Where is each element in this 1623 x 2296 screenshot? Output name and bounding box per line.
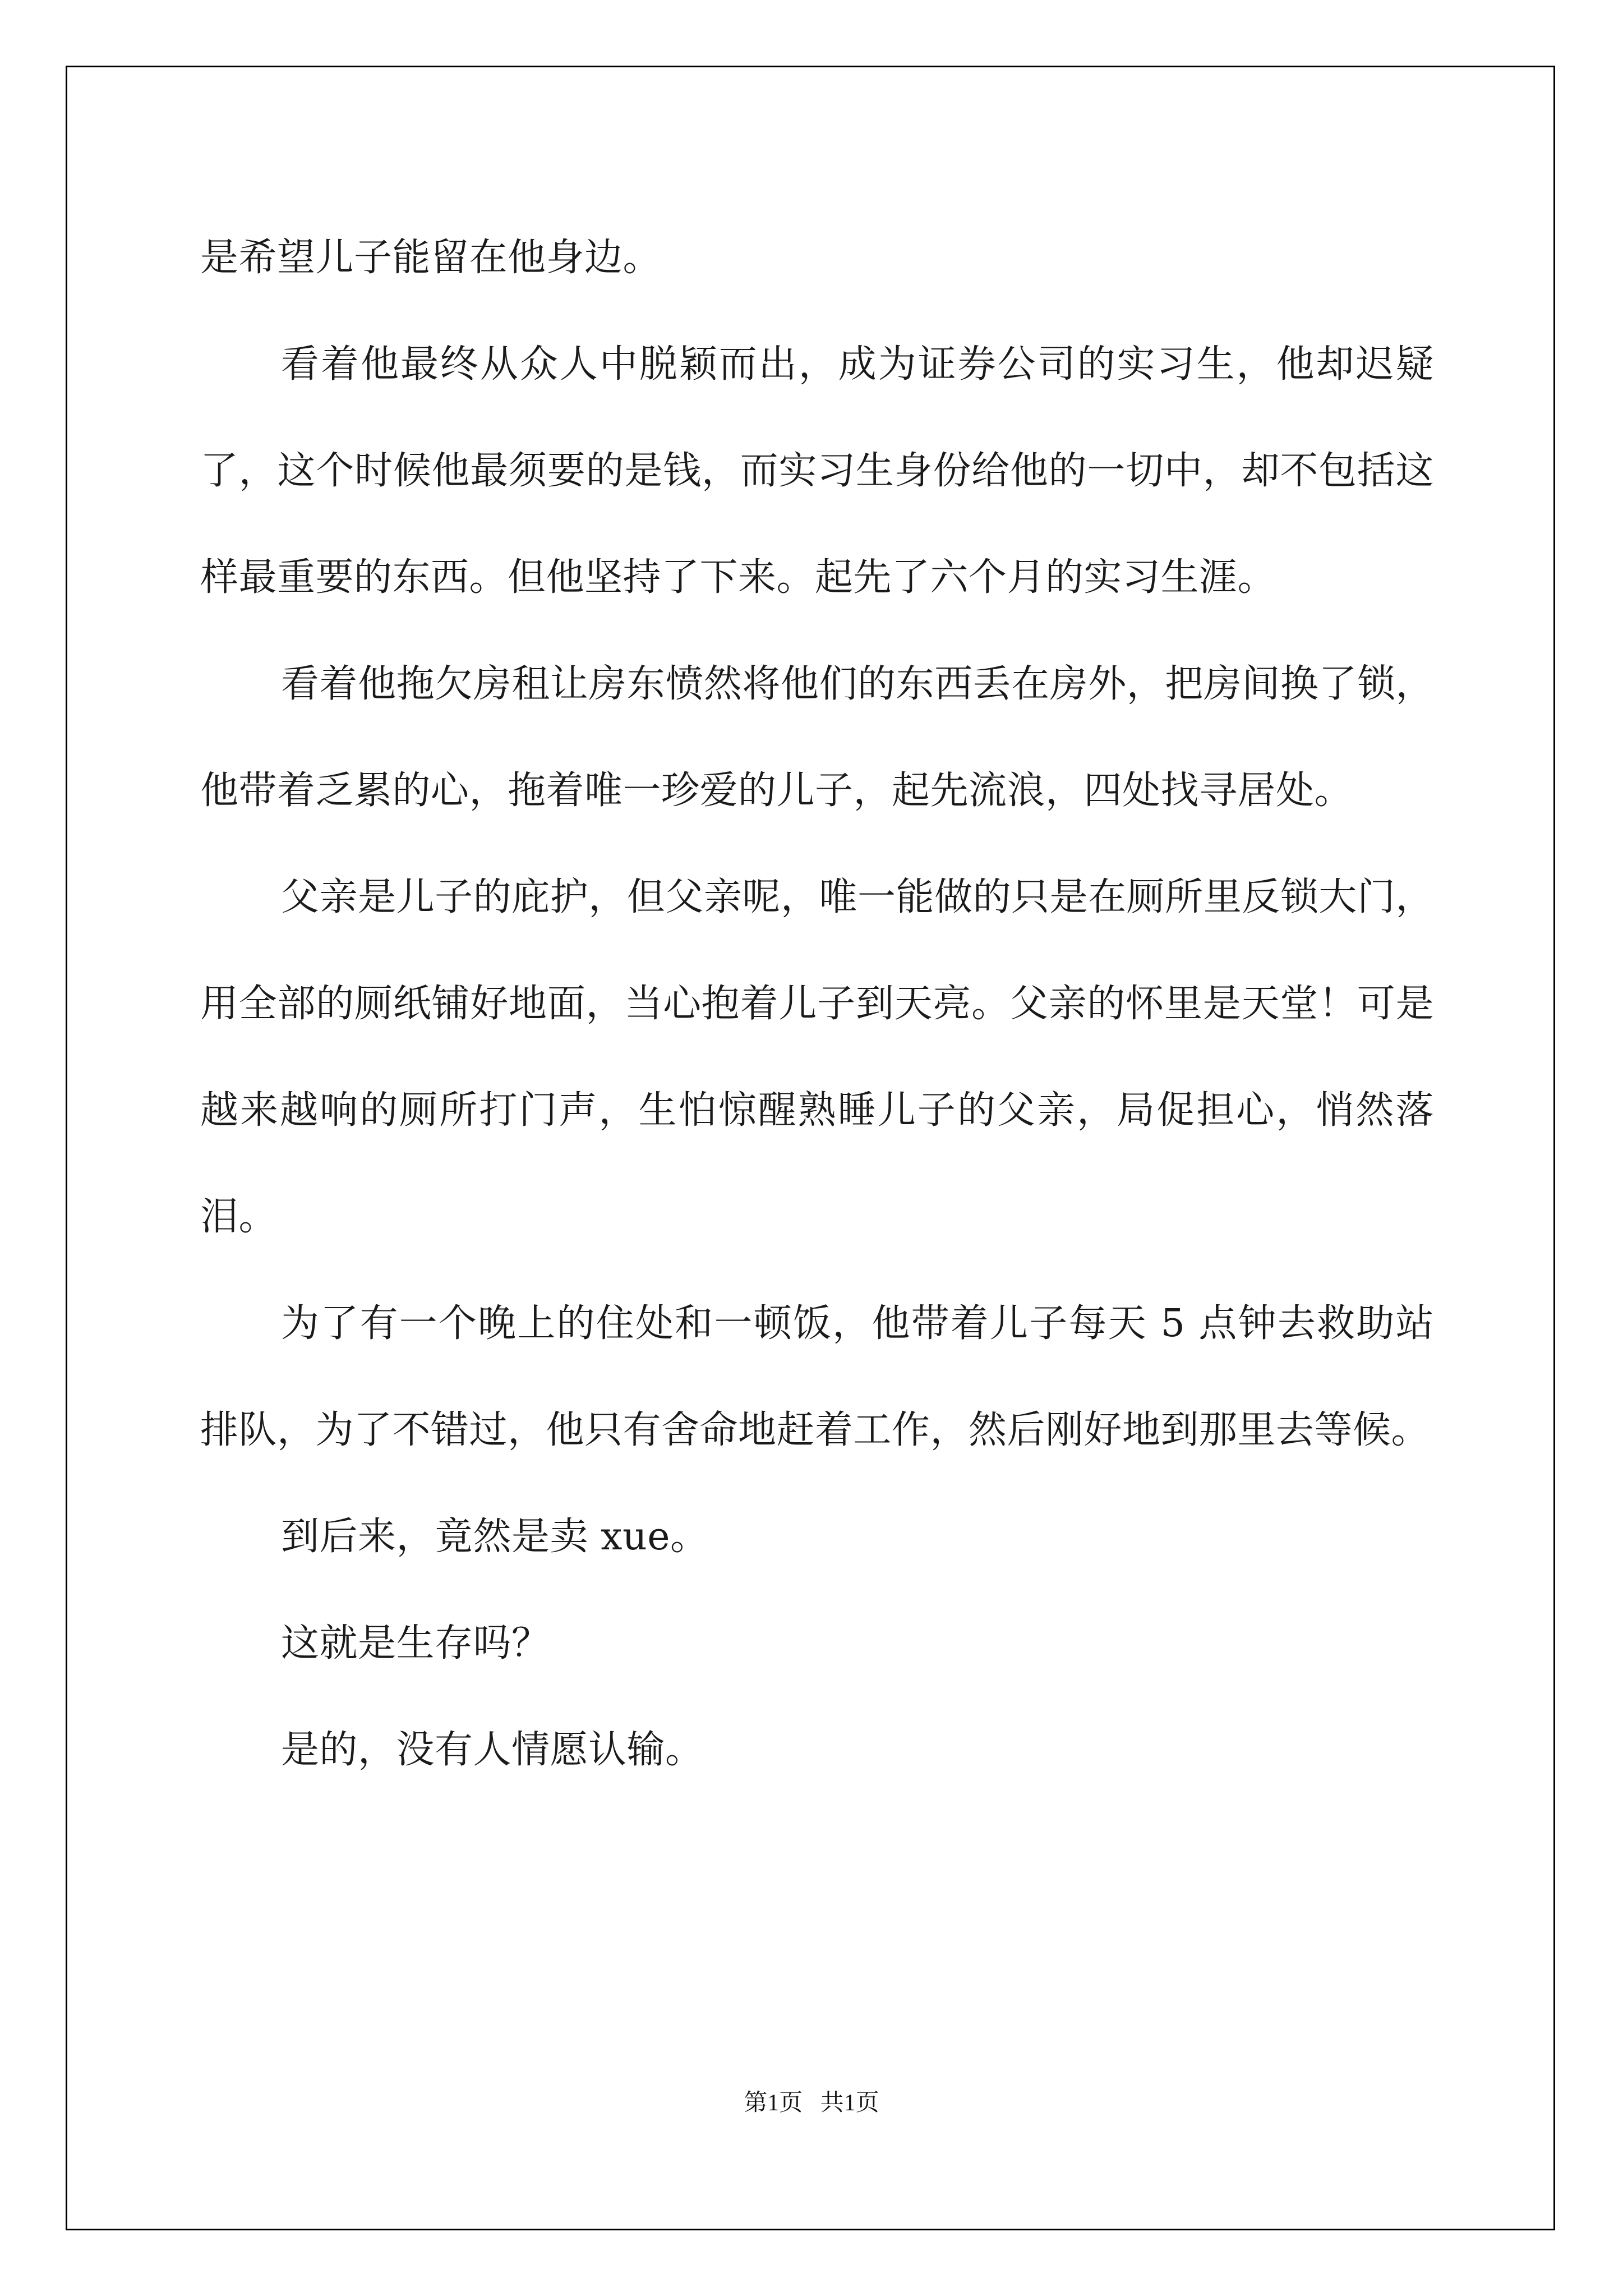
paragraph-7: 这就是生存吗？ [281,1621,550,1665]
paragraph-8: 是的，没有人情愿认输。 [281,1728,704,1772]
paragraph-4: 父亲是儿子的庇护，但父亲呢，唯一能做的只是在厕所里反锁大门，用全部的厕纸铺好地面，当心抱着儿子到天亮。父亲的怀里是天堂！可是越来越响的厕所打门声，生怕惊醒熟睡儿子的父亲，局促担心，悄然落泪。 [200,875,1434,1239]
paragraph-2: 看着他最终从众人中脱颖而出，成为证券公司的实习生，他却迟疑了，这个时候他最须要的是钱，而实习生身份给他的一切中，却不包括这样最重要的东西。但他坚持了下来。起先了六个月的实习生涯。 [200,342,1434,600]
paragraph-6: 到后来，竟然是卖 xue。 [281,1515,709,1559]
page-footer: 第1页 共1页 [744,2090,879,2116]
paragraph-3: 看着他拖欠房租让房东愤然将他们的东西丢在房外，把房间换了锁，他带着乏累的心，拖着唯一珍爱的儿子，起先流浪，四处找寻居处。 [200,662,1434,813]
paragraph-5: 为了有一个晚上的住处和一顿饭，他带着儿子每天 5 点钟去救助站排队，为了不错过，他只有舍命地赶着工作，然后刚好地到那里去等候。 [200,1301,1434,1452]
paragraph-1: 是希望儿子能留在他身边。 [200,236,662,280]
document-body [200,205,1434,1803]
